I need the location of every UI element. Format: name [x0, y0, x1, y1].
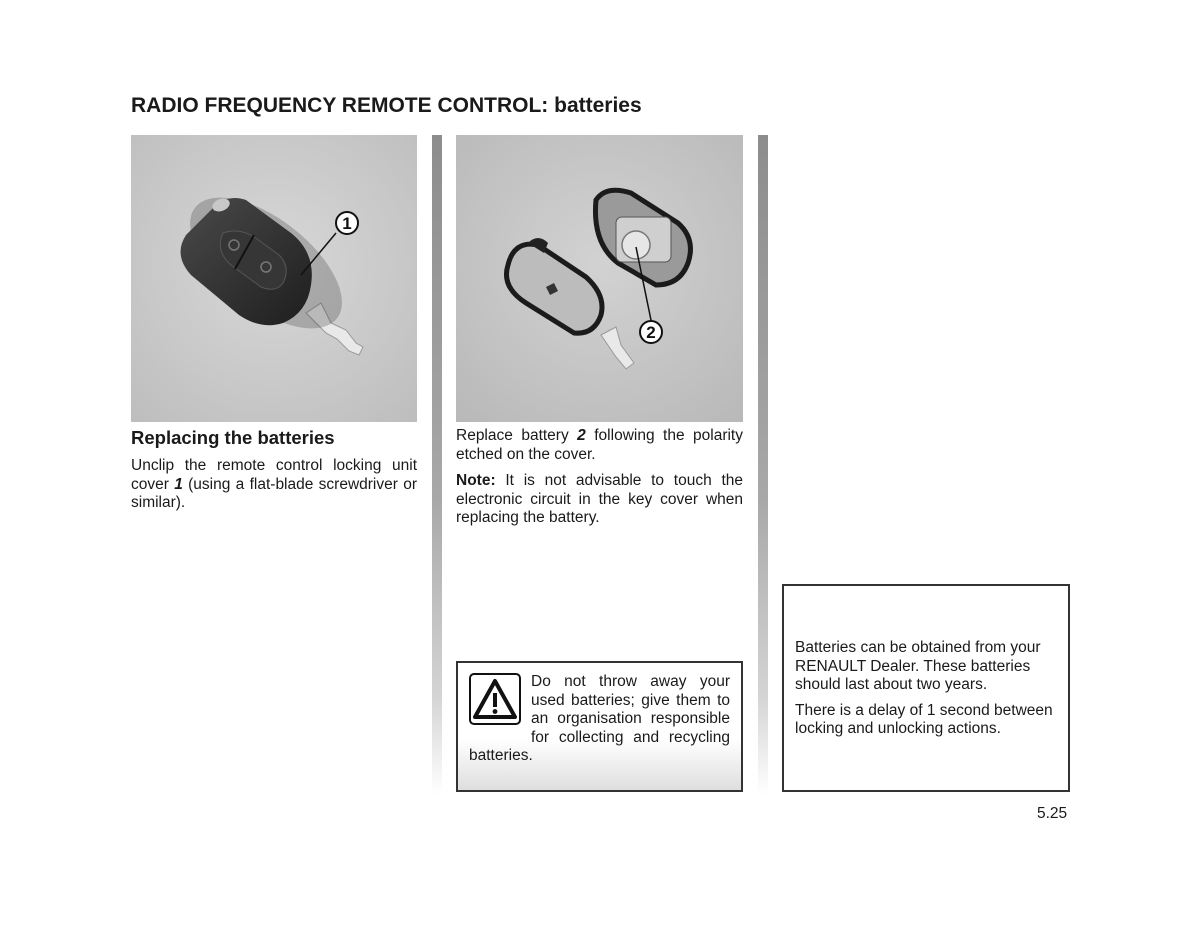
warning-box [456, 661, 743, 792]
page-title: RADIO FREQUENCY REMOTE CONTROL: batteries [131, 94, 642, 117]
note-body: It is not advisable to touch the electronic circuit in the key cover when replacing the battery. [456, 472, 743, 526]
callout-1: 1 [342, 214, 352, 233]
info-box [782, 584, 1070, 792]
open-remote-photo [456, 135, 743, 422]
warning-text: Do not throw away your used batteries; give them to an organisation responsible for collecting and recycling batteries. [469, 673, 730, 764]
column-separator [432, 135, 442, 795]
replace-text: following the polarity etched on the cover. [456, 427, 743, 463]
warning-triangle-icon [469, 673, 521, 725]
instruction-text: (using a flat-blade screwdriver or similar). [131, 475, 417, 511]
key-photo [131, 135, 417, 422]
replace-text: Replace battery [456, 427, 578, 444]
section-heading: Replacing the batteries [131, 427, 335, 448]
callout-2: 2 [646, 323, 656, 342]
column-separator [758, 135, 768, 795]
reference-1: 1 [174, 475, 183, 493]
instruction-text: Unclip the remote control locking unit cover [131, 457, 417, 493]
warning-content [469, 673, 730, 766]
replacing-instructions [131, 457, 417, 513]
info-paragraph-1: Batteries can be obtained from your RENAULT Dealer. These batteries should last about two years. [795, 639, 1041, 693]
info-paragraph-2: There is a delay of 1 second between locking and unlocking actions. [795, 701, 1053, 737]
reference-2: 2 [577, 427, 586, 444]
note-label: Note: [456, 472, 496, 489]
page-number: 5.25 [1037, 805, 1068, 822]
replace-battery-text [456, 427, 743, 464]
note-text [456, 472, 743, 528]
